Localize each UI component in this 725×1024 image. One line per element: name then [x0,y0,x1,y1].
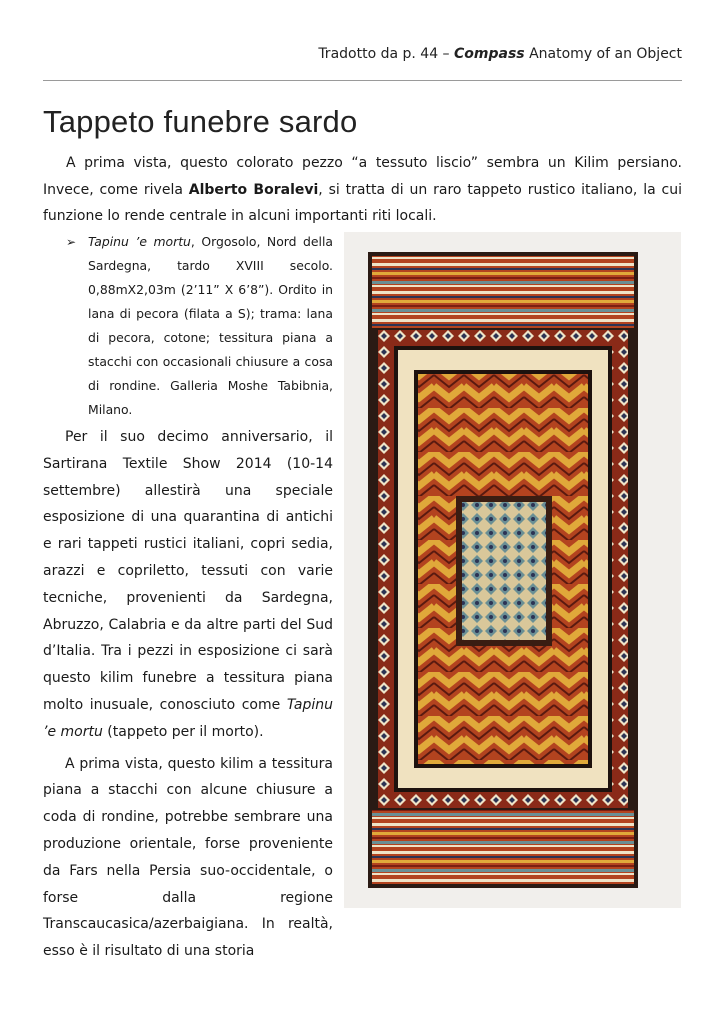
body-text [43,424,333,965]
body-paragraph-2: A prima vista, questo kilim a tessitura piana a stacchi con alcune chiusure a coda di rondine, potrebbe sembrare una produzione orientale, forse proveniente da Fars nella Persia suo-occidentale, o forse dalla regione Transcaucasica/azerbaigiana. In realtà, esso è il risultato di una storia [43,755,333,960]
header-suffix: Anatomy of an Object [524,46,682,62]
body-p1-text-a: Per il suo decimo anniversario, il Sartirana Textile Show 2014 (10-14 settembre) allestirà una speciale esposizione di una quarantina di antichi e rari tappeti rustici italiani, copri sedia, arazzi e copriletto, tessuti con varie tecniche, provenienti da Sardegna, Abruzzo, Calabria e da altre parti del Sud d’Italia. Tra i pezzi in esposizione ci sarà questo kilim funebre a tessitura piana molto inusuale, conosciuto come [43,429,333,713]
intro-text-1: A prima vista, questo colorato pezzo “a tessuto liscio” sembra un Kilim persiano. Invece, come rivela [43,155,682,198]
kilim-rug-image [344,232,681,908]
intro-paragraph [43,150,682,230]
bullet-arrow-icon: ➢ [66,235,77,249]
header-publication: Compass [454,46,525,62]
caption-title: Tapinu ’e mortu [88,234,191,249]
intro-author: Alberto Boralevi [188,181,319,198]
caption-text: , Orgosolo, Nord della Sardegna, tardo XVIII secolo. 0,88mX2,03m (2’11” X 6’8”). Ordito in lana di pecora (filata a S); trama: lana di pecora, cotone; tessitura piana a stacchi con occasionali chiusure a cosa di rondine. Galleria Moshe Tabibnia, Milano. [88,234,333,417]
page-title: Tappeto funebre sardo [43,104,358,139]
rug-body [368,252,638,888]
body-paragraph-1 [43,424,333,746]
body-p1-italic: Tapinu ’e mortu [43,696,333,740]
header-divider [43,80,682,81]
running-header [318,46,682,62]
image-caption [66,230,333,422]
intro-text-2: , si tratta di un raro tappeto rustico italiano, la cui funzione lo rende centrale in alcuni importanti riti locali. [43,181,682,224]
body-p1-text-b: (tappeto per il morto). [102,723,264,740]
header-prefix: Tradotto da p. 44 – [318,46,455,62]
rug-photo [344,232,681,908]
